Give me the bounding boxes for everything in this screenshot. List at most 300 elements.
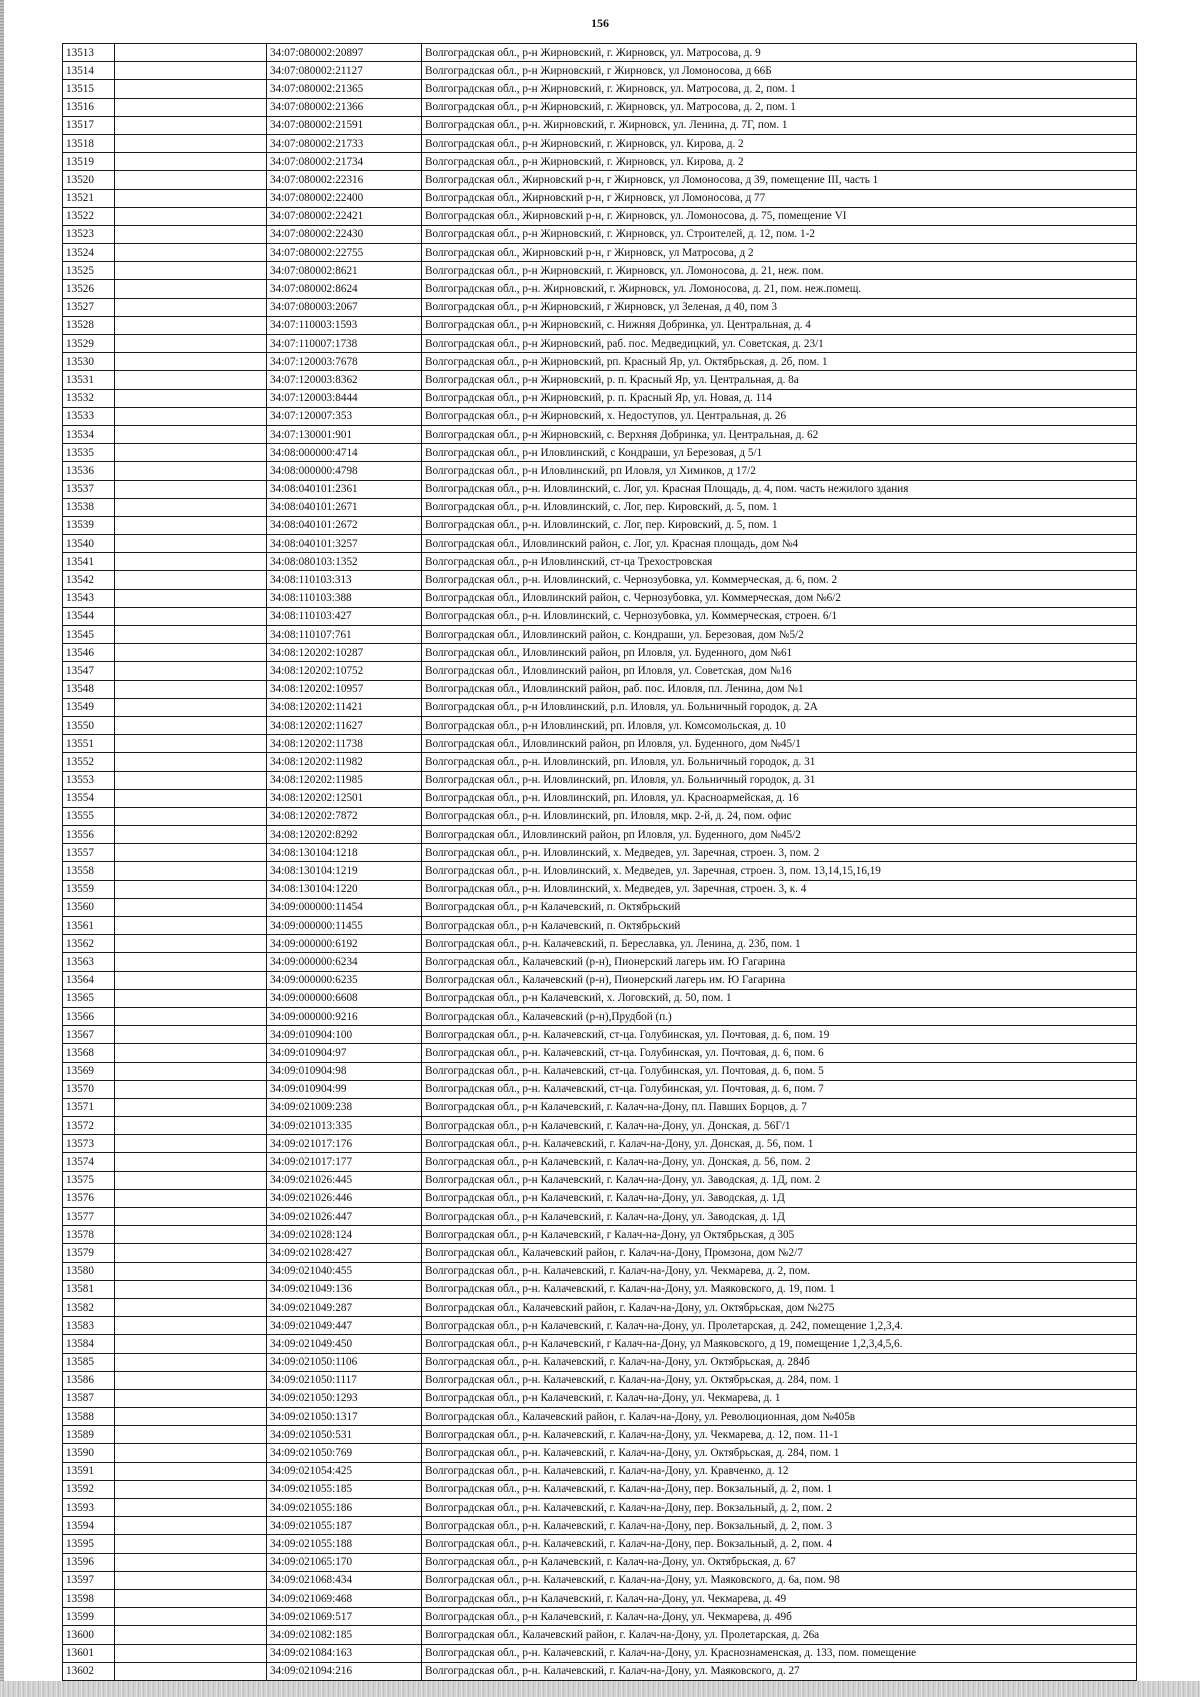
table-row bbox=[63, 1080, 1137, 1098]
row-number-cell: 13586 bbox=[63, 1371, 115, 1389]
table-row bbox=[63, 116, 1137, 134]
cadastral-number-cell: 34:08:120202:10287 bbox=[267, 644, 422, 662]
cadastral-number-cell: 34:09:021050:769 bbox=[267, 1444, 422, 1462]
empty-cell bbox=[115, 789, 267, 807]
empty-cell bbox=[115, 1226, 267, 1244]
address-cell: Волгоградская обл., р-н Калачевский, г. Калач-на-Дону, ул. Донская, д. 56, пом. 2 bbox=[422, 1153, 1137, 1171]
cadastral-number-cell: 34:08:110107:761 bbox=[267, 626, 422, 644]
row-number-cell: 13550 bbox=[63, 716, 115, 734]
address-cell: Волгоградская обл., р-н. Иловлинский, рп. Иловля, ул. Больничный городок, д. 31 bbox=[422, 753, 1137, 771]
empty-cell bbox=[115, 1644, 267, 1662]
table-row bbox=[63, 1026, 1137, 1044]
table-row bbox=[63, 1499, 1137, 1517]
cadastral-number-cell: 34:07:080002:22421 bbox=[267, 207, 422, 225]
cadastral-number-cell: 34:09:021013:335 bbox=[267, 1117, 422, 1135]
table-row bbox=[63, 171, 1137, 189]
row-number-cell: 13559 bbox=[63, 880, 115, 898]
address-cell: Волгоградская обл., р-н. Калачевский, г. Калач-на-Дону, ул. Чекмарева, д. 2, пом. bbox=[422, 1262, 1137, 1280]
cadastral-number-cell: 34:07:130001:901 bbox=[267, 425, 422, 443]
cadastral-number-cell: 34:09:000000:6608 bbox=[267, 989, 422, 1007]
empty-cell bbox=[115, 153, 267, 171]
table-row bbox=[63, 1189, 1137, 1207]
cadastral-number-cell: 34:08:040101:2361 bbox=[267, 480, 422, 498]
row-number-cell: 13562 bbox=[63, 935, 115, 953]
empty-cell bbox=[115, 989, 267, 1007]
row-number-cell: 13544 bbox=[63, 607, 115, 625]
row-number-cell: 13533 bbox=[63, 407, 115, 425]
empty-cell bbox=[115, 571, 267, 589]
empty-cell bbox=[115, 407, 267, 425]
row-number-cell: 13523 bbox=[63, 225, 115, 243]
table-row bbox=[63, 134, 1137, 152]
table-row bbox=[63, 789, 1137, 807]
empty-cell bbox=[115, 80, 267, 98]
row-number-cell: 13599 bbox=[63, 1608, 115, 1626]
table-row bbox=[63, 716, 1137, 734]
table-row bbox=[63, 280, 1137, 298]
cadastral-number-cell: 34:08:110103:427 bbox=[267, 607, 422, 625]
empty-cell bbox=[115, 444, 267, 462]
table-row bbox=[63, 571, 1137, 589]
row-number-cell: 13578 bbox=[63, 1226, 115, 1244]
empty-cell bbox=[115, 589, 267, 607]
cadastral-number-cell: 34:09:021050:1106 bbox=[267, 1353, 422, 1371]
address-cell: Волгоградская обл., Калачевский (р-н), Пионерский лагерь им. Ю Гагарина bbox=[422, 953, 1137, 971]
table-row bbox=[63, 662, 1137, 680]
table-row bbox=[63, 153, 1137, 171]
cadastral-number-cell: 34:07:080002:8621 bbox=[267, 262, 422, 280]
row-number-cell: 13537 bbox=[63, 480, 115, 498]
table-row bbox=[63, 1353, 1137, 1371]
table-row bbox=[63, 225, 1137, 243]
row-number-cell: 13542 bbox=[63, 571, 115, 589]
table-row bbox=[63, 535, 1137, 553]
row-number-cell: 13545 bbox=[63, 626, 115, 644]
empty-cell bbox=[115, 171, 267, 189]
cadastral-number-cell: 34:07:120003:8362 bbox=[267, 371, 422, 389]
table-row bbox=[63, 698, 1137, 716]
row-number-cell: 13597 bbox=[63, 1571, 115, 1589]
table-row bbox=[63, 771, 1137, 789]
row-number-cell: 13557 bbox=[63, 844, 115, 862]
empty-cell bbox=[115, 1626, 267, 1644]
cadastral-number-cell: 34:09:021049:450 bbox=[267, 1335, 422, 1353]
address-cell: Волгоградская обл., р-н Иловлинский, ст-ца Трехостровская bbox=[422, 553, 1137, 571]
address-cell: Волгоградская обл., р-н Жирновский, р. п. Красный Яр, ул. Новая, д. 114 bbox=[422, 389, 1137, 407]
row-number-cell: 13556 bbox=[63, 826, 115, 844]
row-number-cell: 13588 bbox=[63, 1408, 115, 1426]
empty-cell bbox=[115, 898, 267, 916]
row-number-cell: 13528 bbox=[63, 316, 115, 334]
address-cell: Волгоградская обл., р-н Калачевский, г. Калач-на-Дону, ул. Октябрьская, д. 67 bbox=[422, 1553, 1137, 1571]
empty-cell bbox=[115, 1098, 267, 1116]
cadastral-number-cell: 34:07:080002:21127 bbox=[267, 62, 422, 80]
table-row bbox=[63, 1208, 1137, 1226]
empty-cell bbox=[115, 1480, 267, 1498]
row-number-cell: 13601 bbox=[63, 1644, 115, 1662]
address-cell: Волгоградская обл., р-н Калачевский, х. Логовский, д. 50, пом. 1 bbox=[422, 989, 1137, 1007]
address-cell: Волгоградская обл., р-н. Иловлинский, с. Чернозубовка, ул. Коммерческая, д. 6, пом. 2 bbox=[422, 571, 1137, 589]
page-number: 156 bbox=[591, 16, 609, 30]
row-number-cell: 13577 bbox=[63, 1208, 115, 1226]
address-cell: Волгоградская обл., р-н Жирновский, г. Жирновск, ул. Кирова, д. 2 bbox=[422, 134, 1137, 152]
address-cell: Волгоградская обл., р-н. Калачевский, г. Калач-на-Дону, пер. Вокзальный, д. 2, пом. 3 bbox=[422, 1517, 1137, 1535]
table-row bbox=[63, 316, 1137, 334]
empty-cell bbox=[115, 880, 267, 898]
address-cell: Волгоградская обл., р-н Жирновский, х. Недоступов, ул. Центральная, д. 26 bbox=[422, 407, 1137, 425]
cadastral-number-cell: 34:09:021050:1317 bbox=[267, 1408, 422, 1426]
empty-cell bbox=[115, 662, 267, 680]
row-number-cell: 13598 bbox=[63, 1589, 115, 1607]
row-number-cell: 13564 bbox=[63, 971, 115, 989]
cadastral-number-cell: 34:07:080002:22430 bbox=[267, 225, 422, 243]
cadastral-number-cell: 34:08:120202:11982 bbox=[267, 753, 422, 771]
table-row bbox=[63, 298, 1137, 316]
address-cell: Волгоградская обл., р-н. Иловлинский, рп. Иловля, ул. Больничный городок, д. 31 bbox=[422, 771, 1137, 789]
table-row bbox=[63, 1444, 1137, 1462]
table-row bbox=[63, 1662, 1137, 1680]
address-cell: Волгоградская обл., Жирновский р-н, г. Жирновск, ул. Ломоносова, д. 75, помещение VI bbox=[422, 207, 1137, 225]
table-row bbox=[63, 953, 1137, 971]
address-cell: Волгоградская обл., р-н Жирновский, р. п. Красный Яр, ул. Центральная, д. 8а bbox=[422, 371, 1137, 389]
table-row bbox=[63, 807, 1137, 825]
empty-cell bbox=[115, 607, 267, 625]
row-number-cell: 13585 bbox=[63, 1353, 115, 1371]
empty-cell bbox=[115, 1080, 267, 1098]
cadastral-number-cell: 34:07:080002:21365 bbox=[267, 80, 422, 98]
address-cell: Волгоградская обл., р-н. Иловлинский, рп. Иловля, мкр. 2-й, д. 24, пом. офис bbox=[422, 807, 1137, 825]
empty-cell bbox=[115, 1298, 267, 1316]
cadastral-number-cell: 34:07:080002:22316 bbox=[267, 171, 422, 189]
address-cell: Волгоградская обл., р-н. Калачевский, г. Калач-на-Дону, ул. Октябрьская, д. 284, пом. 1 bbox=[422, 1444, 1137, 1462]
table-row bbox=[63, 1389, 1137, 1407]
row-number-cell: 13554 bbox=[63, 789, 115, 807]
empty-cell bbox=[115, 1117, 267, 1135]
cadastral-number-cell: 34:09:021069:468 bbox=[267, 1589, 422, 1607]
address-cell: Волгоградская обл., р-н. Калачевский, г. Калач-на-Дону, ул. Маяковского, д. 6а, пом. 98 bbox=[422, 1571, 1137, 1589]
address-cell: Волгоградская обл., р-н. Калачевский, г. Калач-на-Дону, ул. Маяковского, д. 19, пом. 1 bbox=[422, 1280, 1137, 1298]
row-number-cell: 13522 bbox=[63, 207, 115, 225]
table-row bbox=[63, 353, 1137, 371]
row-number-cell: 13592 bbox=[63, 1480, 115, 1498]
cadastral-number-cell: 34:08:000000:4714 bbox=[267, 444, 422, 462]
cadastral-number-cell: 34:08:120202:7872 bbox=[267, 807, 422, 825]
cadastral-number-cell: 34:08:120202:8292 bbox=[267, 826, 422, 844]
address-cell: Волгоградская обл., р-н. Иловлинский, рп. Иловля, ул. Красноармейская, д. 16 bbox=[422, 789, 1137, 807]
row-number-cell: 13536 bbox=[63, 462, 115, 480]
cadastral-number-cell: 34:09:000000:6235 bbox=[267, 971, 422, 989]
table-row bbox=[63, 989, 1137, 1007]
address-cell: Волгоградская обл., Иловлинский район, рп Иловля, ул. Советская, дом №16 bbox=[422, 662, 1137, 680]
cadastral-number-cell: 34:07:120003:8444 bbox=[267, 389, 422, 407]
empty-cell bbox=[115, 189, 267, 207]
empty-cell bbox=[115, 516, 267, 534]
cadastral-number-cell: 34:07:110007:1738 bbox=[267, 335, 422, 353]
cadastral-number-cell: 34:08:130104:1218 bbox=[267, 844, 422, 862]
row-number-cell: 13581 bbox=[63, 1280, 115, 1298]
empty-cell bbox=[115, 116, 267, 134]
cadastral-number-cell: 34:09:021055:185 bbox=[267, 1480, 422, 1498]
empty-cell bbox=[115, 1408, 267, 1426]
address-cell: Волгоградская обл., р-н Калачевский, г. Калач-на-Дону, ул. Чекмарева, д. 49 bbox=[422, 1589, 1137, 1607]
address-cell: Волгоградская обл., р-н. Калачевский, г. Калач-на-Дону, ул. Краснознаменская, д. 133, пом. помещение bbox=[422, 1644, 1137, 1662]
empty-cell bbox=[115, 207, 267, 225]
address-cell: Волгоградская обл., Калачевский район, г. Калач-на-Дону, ул. Пролетарская, д. 26а bbox=[422, 1626, 1137, 1644]
empty-cell bbox=[115, 935, 267, 953]
row-number-cell: 13520 bbox=[63, 171, 115, 189]
empty-cell bbox=[115, 535, 267, 553]
cadastral-number-cell: 34:09:021082:185 bbox=[267, 1626, 422, 1644]
empty-cell bbox=[115, 1571, 267, 1589]
address-cell: Волгоградская обл., р-н Жирновский, рп. Красный Яр, ул. Октябрьская, д. 2б, пом. 1 bbox=[422, 353, 1137, 371]
table-row bbox=[63, 44, 1137, 62]
table-row bbox=[63, 1517, 1137, 1535]
cadastral-number-cell: 34:09:010904:97 bbox=[267, 1044, 422, 1062]
address-cell: Волгоградская обл., р-н Калачевский, г. Калач-на-Дону, пл. Павших Борцов, д. 7 bbox=[422, 1098, 1137, 1116]
address-cell: Волгоградская обл., р-н. Калачевский, г. Калач-на-Дону, ул. Маяковского, д. 27 bbox=[422, 1662, 1137, 1680]
row-number-cell: 13513 bbox=[63, 44, 115, 62]
cadastral-number-cell: 34:09:021049:287 bbox=[267, 1298, 422, 1316]
table-row bbox=[63, 1535, 1137, 1553]
table-row bbox=[63, 971, 1137, 989]
cadastral-number-cell: 34:09:021026:446 bbox=[267, 1189, 422, 1207]
address-cell: Волгоградская обл., р-н. Иловлинский, с. Лог, пер. Кировский, д. 5, пом. 1 bbox=[422, 498, 1137, 516]
row-number-cell: 13602 bbox=[63, 1662, 115, 1680]
address-cell: Волгоградская обл., р-н Калачевский, г Калач-на-Дону, ул Октябрьская, д 305 bbox=[422, 1226, 1137, 1244]
cadastral-number-cell: 34:08:120202:12501 bbox=[267, 789, 422, 807]
empty-cell bbox=[115, 134, 267, 152]
row-number-cell: 13548 bbox=[63, 680, 115, 698]
address-cell: Волгоградская обл., р-н Жирновский, г. Жирновск, ул. Строителей, д. 12, пом. 1-2 bbox=[422, 225, 1137, 243]
empty-cell bbox=[115, 1280, 267, 1298]
cadastral-number-cell: 34:07:080002:8624 bbox=[267, 280, 422, 298]
table-row bbox=[63, 1153, 1137, 1171]
row-number-cell: 13518 bbox=[63, 134, 115, 152]
address-cell: Волгоградская обл., р-н Иловлинский, с Кондраши, ул Березовая, д 5/1 bbox=[422, 444, 1137, 462]
table-row bbox=[63, 1626, 1137, 1644]
empty-cell bbox=[115, 735, 267, 753]
empty-cell bbox=[115, 680, 267, 698]
address-cell: Волгоградская обл., р-н. Калачевский, ст-ца. Голубинская, ул. Почтовая, д. 6, пом. 7 bbox=[422, 1080, 1137, 1098]
address-cell: Волгоградская обл., р-н Калачевский, г. Калач-на-Дону, ул. Заводская, д. 1Д, пом. 2 bbox=[422, 1171, 1137, 1189]
empty-cell bbox=[115, 753, 267, 771]
cadastral-number-cell: 34:08:120202:10752 bbox=[267, 662, 422, 680]
cadastral-number-cell: 34:07:080002:20897 bbox=[267, 44, 422, 62]
table-row bbox=[63, 1371, 1137, 1389]
cadastral-number-cell: 34:09:000000:11454 bbox=[267, 898, 422, 916]
address-cell: Волгоградская обл., р-н. Иловлинский, х. Медведев, ул. Заречная, строен. 3, к. 4 bbox=[422, 880, 1137, 898]
cadastral-number-cell: 34:09:021017:176 bbox=[267, 1135, 422, 1153]
empty-cell bbox=[115, 462, 267, 480]
cadastral-number-cell: 34:07:080002:21733 bbox=[267, 134, 422, 152]
empty-cell bbox=[115, 1608, 267, 1626]
table-row bbox=[63, 389, 1137, 407]
table-row bbox=[63, 244, 1137, 262]
address-cell: Волгоградская обл., р-н Калачевский, г. Калач-на-Дону, ул. Чекмарева, д. 49б bbox=[422, 1608, 1137, 1626]
empty-cell bbox=[115, 1189, 267, 1207]
cadastral-number-cell: 34:09:000000:6234 bbox=[267, 953, 422, 971]
row-number-cell: 13552 bbox=[63, 753, 115, 771]
table-row bbox=[63, 553, 1137, 571]
registry-table-body bbox=[63, 44, 1137, 1681]
table-row bbox=[63, 589, 1137, 607]
address-cell: Волгоградская обл., р-н Калачевский, п. Октябрьский bbox=[422, 917, 1137, 935]
cadastral-number-cell: 34:09:021040:455 bbox=[267, 1262, 422, 1280]
table-row bbox=[63, 480, 1137, 498]
empty-cell bbox=[115, 1244, 267, 1262]
row-number-cell: 13553 bbox=[63, 771, 115, 789]
row-number-cell: 13526 bbox=[63, 280, 115, 298]
table-row bbox=[63, 335, 1137, 353]
row-number-cell: 13530 bbox=[63, 353, 115, 371]
empty-cell bbox=[115, 389, 267, 407]
cadastral-number-cell: 34:09:021084:163 bbox=[267, 1644, 422, 1662]
table-row bbox=[63, 425, 1137, 443]
address-cell: Волгоградская обл., р-н. Калачевский, г. Калач-на-Дону, ул. Чекмарева, д. 12, пом. 11-1 bbox=[422, 1426, 1137, 1444]
row-number-cell: 13595 bbox=[63, 1535, 115, 1553]
cadastral-number-cell: 34:09:021050:1293 bbox=[267, 1389, 422, 1407]
address-cell: Волгоградская обл., Иловлинский район, с. Чернозубовка, ул. Коммерческая, дом №6/2 bbox=[422, 589, 1137, 607]
empty-cell bbox=[115, 1553, 267, 1571]
empty-cell bbox=[115, 626, 267, 644]
row-number-cell: 13570 bbox=[63, 1080, 115, 1098]
address-cell: Волгоградская обл., Иловлинский район, рп Иловля, ул. Буденного, дом №45/2 bbox=[422, 826, 1137, 844]
empty-cell bbox=[115, 98, 267, 116]
address-cell: Волгоградская обл., Калачевский район, г. Калач-на-Дону, ул. Революционная, дом №405в bbox=[422, 1408, 1137, 1426]
row-number-cell: 13534 bbox=[63, 425, 115, 443]
cadastral-number-cell: 34:09:021026:445 bbox=[267, 1171, 422, 1189]
cadastral-number-cell: 34:08:120202:11738 bbox=[267, 735, 422, 753]
address-cell: Волгоградская обл., р-н. Иловлинский, х. Медведев, ул. Заречная, строен. 3, пом. 2 bbox=[422, 844, 1137, 862]
address-cell: Волгоградская обл., р-н Жирновский, г. Жирновск, ул. Матросова, д. 9 bbox=[422, 44, 1137, 62]
address-cell: Волгоградская обл., р-н. Иловлинский, с. Лог, пер. Кировский, д. 5, пом. 1 bbox=[422, 516, 1137, 534]
address-cell: Волгоградская обл., р-н Иловлинский, рп. Иловля, ул. Комсомольская, д. 10 bbox=[422, 716, 1137, 734]
row-number-cell: 13579 bbox=[63, 1244, 115, 1262]
cadastral-number-cell: 34:09:021049:136 bbox=[267, 1280, 422, 1298]
table-row bbox=[63, 1135, 1137, 1153]
empty-cell bbox=[115, 1044, 267, 1062]
table-row bbox=[63, 1171, 1137, 1189]
table-row bbox=[63, 844, 1137, 862]
empty-cell bbox=[115, 1426, 267, 1444]
table-row bbox=[63, 407, 1137, 425]
table-row bbox=[63, 644, 1137, 662]
row-number-cell: 13565 bbox=[63, 989, 115, 1007]
cadastral-number-cell: 34:08:120202:11421 bbox=[267, 698, 422, 716]
row-number-cell: 13587 bbox=[63, 1389, 115, 1407]
cadastral-number-cell: 34:08:120202:11985 bbox=[267, 771, 422, 789]
row-number-cell: 13583 bbox=[63, 1317, 115, 1335]
row-number-cell: 13569 bbox=[63, 1062, 115, 1080]
empty-cell bbox=[115, 244, 267, 262]
address-cell: Волгоградская обл., Иловлинский район, с. Кондраши, ул. Березовая, дом №5/2 bbox=[422, 626, 1137, 644]
row-number-cell: 13600 bbox=[63, 1626, 115, 1644]
cadastral-number-cell: 34:09:021055:188 bbox=[267, 1535, 422, 1553]
address-cell: Волгоградская обл., р-н. Калачевский, г. Калач-на-Дону, ул. Октябрьская, д. 284б bbox=[422, 1353, 1137, 1371]
empty-cell bbox=[115, 480, 267, 498]
row-number-cell: 13589 bbox=[63, 1426, 115, 1444]
address-cell: Волгоградская обл., р-н. Калачевский, ст-ца. Голубинская, ул. Почтовая, д. 6, пом. 19 bbox=[422, 1026, 1137, 1044]
table-row bbox=[63, 1317, 1137, 1335]
empty-cell bbox=[115, 1208, 267, 1226]
table-row bbox=[63, 80, 1137, 98]
empty-cell bbox=[115, 1353, 267, 1371]
table-row bbox=[63, 898, 1137, 916]
cadastral-number-cell: 34:08:040101:2672 bbox=[267, 516, 422, 534]
cadastral-number-cell: 34:07:080002:21366 bbox=[267, 98, 422, 116]
cadastral-number-cell: 34:09:000000:6192 bbox=[267, 935, 422, 953]
row-number-cell: 13525 bbox=[63, 262, 115, 280]
table-row bbox=[63, 1244, 1137, 1262]
empty-cell bbox=[115, 716, 267, 734]
table-row bbox=[63, 1644, 1137, 1662]
empty-cell bbox=[115, 1389, 267, 1407]
table-row bbox=[63, 917, 1137, 935]
table-row bbox=[63, 1553, 1137, 1571]
cadastral-number-cell: 34:09:010904:100 bbox=[267, 1026, 422, 1044]
empty-cell bbox=[115, 1335, 267, 1353]
cadastral-number-cell: 34:08:000000:4798 bbox=[267, 462, 422, 480]
empty-cell bbox=[115, 316, 267, 334]
cadastral-number-cell: 34:08:110103:388 bbox=[267, 589, 422, 607]
cadastral-number-cell: 34:08:120202:11627 bbox=[267, 716, 422, 734]
table-row bbox=[63, 1117, 1137, 1135]
address-cell: Волгоградская обл., р-н Калачевский, г. Калач-на-Дону, ул. Донская, д. 56Г/1 bbox=[422, 1117, 1137, 1135]
empty-cell bbox=[115, 335, 267, 353]
registry-table bbox=[62, 43, 1137, 1681]
cadastral-number-cell: 34:08:040101:2671 bbox=[267, 498, 422, 516]
cadastral-number-cell: 34:09:010904:98 bbox=[267, 1062, 422, 1080]
address-cell: Волгоградская обл., р-н Жирновский, г. Жирновск, ул. Ломоносова, д. 21, неж. пом. bbox=[422, 262, 1137, 280]
table-row bbox=[63, 607, 1137, 625]
empty-cell bbox=[115, 1026, 267, 1044]
row-number-cell: 13593 bbox=[63, 1499, 115, 1517]
table-row bbox=[63, 880, 1137, 898]
empty-cell bbox=[115, 844, 267, 862]
address-cell: Волгоградская обл., Жирновский р-н, г Жирновск, ул Матросова, д 2 bbox=[422, 244, 1137, 262]
address-cell: Волгоградская обл., Иловлинский район, рп Иловля, ул. Буденного, дом №61 bbox=[422, 644, 1137, 662]
row-number-cell: 13541 bbox=[63, 553, 115, 571]
row-number-cell: 13566 bbox=[63, 1007, 115, 1025]
cadastral-number-cell: 34:08:040101:3257 bbox=[267, 535, 422, 553]
row-number-cell: 13551 bbox=[63, 735, 115, 753]
cadastral-number-cell: 34:09:021055:186 bbox=[267, 1499, 422, 1517]
row-number-cell: 13584 bbox=[63, 1335, 115, 1353]
address-cell: Волгоградская обл., Калачевский район, г. Калач-на-Дону, ул. Октябрьская, дом №275 bbox=[422, 1298, 1137, 1316]
row-number-cell: 13532 bbox=[63, 389, 115, 407]
empty-cell bbox=[115, 917, 267, 935]
address-cell: Волгоградская обл., Калачевский район, г. Калач-на-Дону, Промзона, дом №2/7 bbox=[422, 1244, 1137, 1262]
row-number-cell: 13561 bbox=[63, 917, 115, 935]
cadastral-number-cell: 34:09:021050:531 bbox=[267, 1426, 422, 1444]
empty-cell bbox=[115, 1535, 267, 1553]
empty-cell bbox=[115, 280, 267, 298]
address-cell: Волгоградская обл., р-н Жирновский, г Жирновск, ул Зеленая, д 40, пом 3 bbox=[422, 298, 1137, 316]
cadastral-number-cell: 34:07:120007:353 bbox=[267, 407, 422, 425]
table-row bbox=[63, 1098, 1137, 1116]
table-row bbox=[63, 935, 1137, 953]
empty-cell bbox=[115, 1499, 267, 1517]
cadastral-number-cell: 34:09:021055:187 bbox=[267, 1517, 422, 1535]
row-number-cell: 13555 bbox=[63, 807, 115, 825]
row-number-cell: 13574 bbox=[63, 1153, 115, 1171]
address-cell: Волгоградская обл., р-н. Иловлинский, с. Чернозубовка, ул. Коммерческая, строен. 6/1 bbox=[422, 607, 1137, 625]
row-number-cell: 13539 bbox=[63, 516, 115, 534]
cadastral-number-cell: 34:09:021054:425 bbox=[267, 1462, 422, 1480]
row-number-cell: 13538 bbox=[63, 498, 115, 516]
address-cell: Волгоградская обл., р-н. Жирновский, г. Жирновск, ул. Ленина, д. 7Г, пом. 1 bbox=[422, 116, 1137, 134]
cadastral-number-cell: 34:07:080002:22755 bbox=[267, 244, 422, 262]
